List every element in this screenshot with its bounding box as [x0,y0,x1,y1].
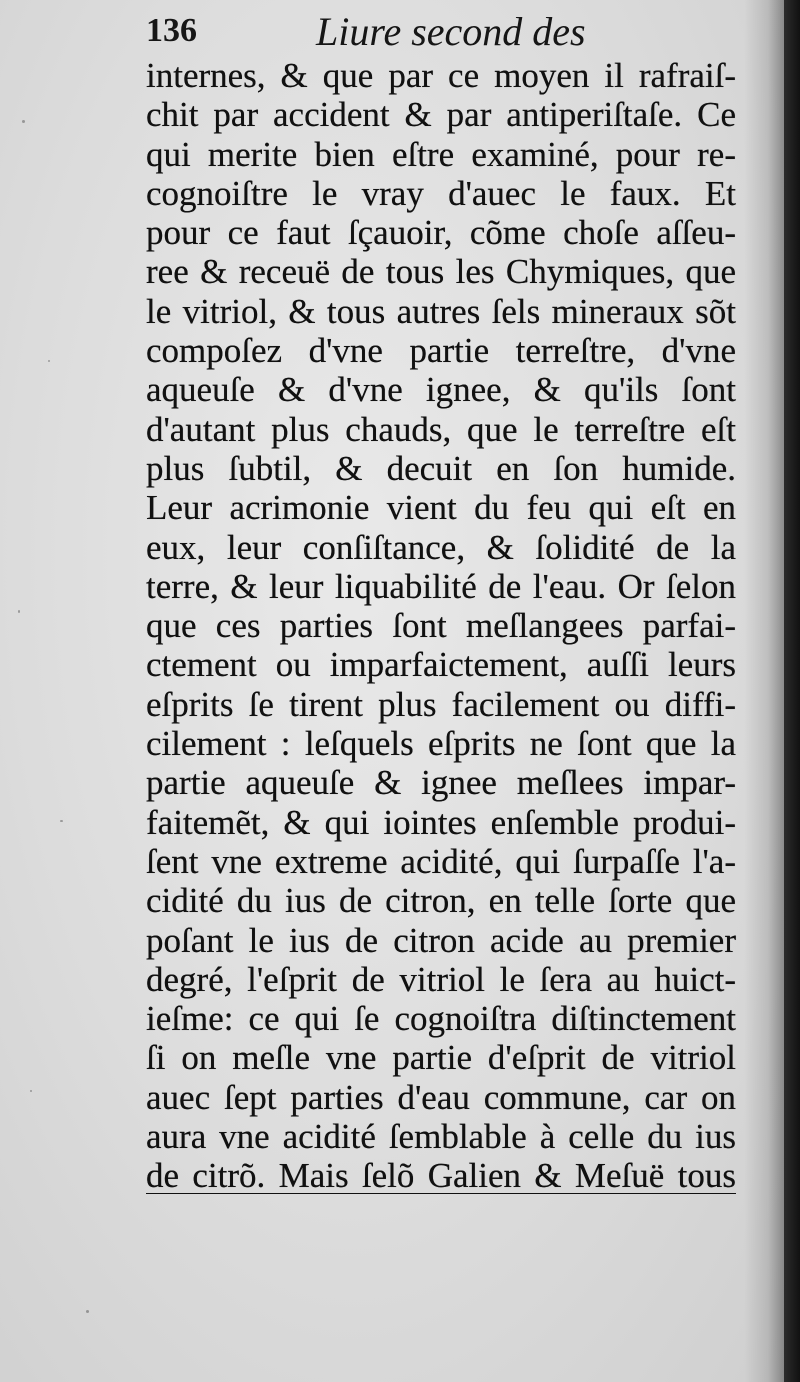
ink-speck [60,820,63,822]
text-line: aqueuſe & d'vne ignee, & qu'ils ſont [146,370,736,410]
book-binding-edge [784,0,800,1382]
text-line: ctement ou imparfaictement, auſſi leurs [146,645,736,685]
text-line: ree & receuë de tous les Chymiques, que [146,252,736,292]
ink-speck [30,1090,32,1092]
text-line: cognoiſtre le vray d'auec le faux. Et [146,173,736,213]
text-line: plus ſubtil, & decuit en ſon humide. [146,448,736,488]
page-curl-shadow [744,0,784,1382]
body-text [140,56,736,1196]
text-line: eux, leur conſiſtance, & ſolidité de la [146,527,736,567]
text-line: cilement : leſquels eſprits ne ſont que la [146,724,736,764]
text-line: Leur acrimonie vient du feu qui eſt en [146,488,736,528]
page-number: 136 [146,12,197,49]
running-head: Liure second des [316,9,586,54]
text-line: le vitriol, & tous autres ſels mineraux sõt [146,291,736,331]
page-header [146,4,726,52]
text-line: degré, l'eſprit de vitriol le ſera au huict- [146,959,736,999]
text-line: faitemẽt, & qui iointes enſemble produi- [146,802,736,842]
text-line: eſprits ſe tirent plus facilement ou diffi- [146,684,736,724]
text-line: poſant le ius de citron acide au premier [146,920,736,960]
text-line: ieſme: ce qui ſe cognoiſtra diſtinctement [146,999,736,1039]
text-line: de citrõ. Mais ſelõ Galien & Meſuë tous [146,1156,736,1196]
text-line: aura vne acidité ſemblable à celle du ius [146,1117,736,1157]
text-line: d'autant plus chauds, que le terreſtre eſt [146,409,736,449]
text-line: ſi on meſle vne partie d'eſprit de vitriol [146,1038,736,1078]
text-line: terre, & leur liquabilité de l'eau. Or ſelon [146,566,736,606]
text-line: compoſez d'vne partie terreſtre, d'vne [146,331,736,371]
ink-speck [86,1310,89,1313]
text-line: ſent vne extreme acidité, qui ſurpaſſe l'a- [146,841,736,881]
ink-speck [48,360,50,362]
text-line: que ces parties ſont meſlangees parfai- [146,606,736,646]
text-line: auec ſept parties d'eau commune, car on [146,1077,736,1117]
text-line: qui merite bien eſtre examiné, pour re- [146,134,736,174]
ink-speck [18,610,20,613]
ink-speck [22,120,25,123]
text-line: pour ce faut ſçauoir, cõme choſe aſſeu- [146,213,736,253]
text-line: internes, & que par ce moyen il rafraiſ- [146,56,736,95]
text-line: chit par accident & par antiperiſtaſe. Ce [146,95,736,135]
text-line: cidité du ius de citron, en telle ſorte que [146,881,736,921]
text-line: partie aqueuſe & ignee meſlees impar- [146,763,736,803]
